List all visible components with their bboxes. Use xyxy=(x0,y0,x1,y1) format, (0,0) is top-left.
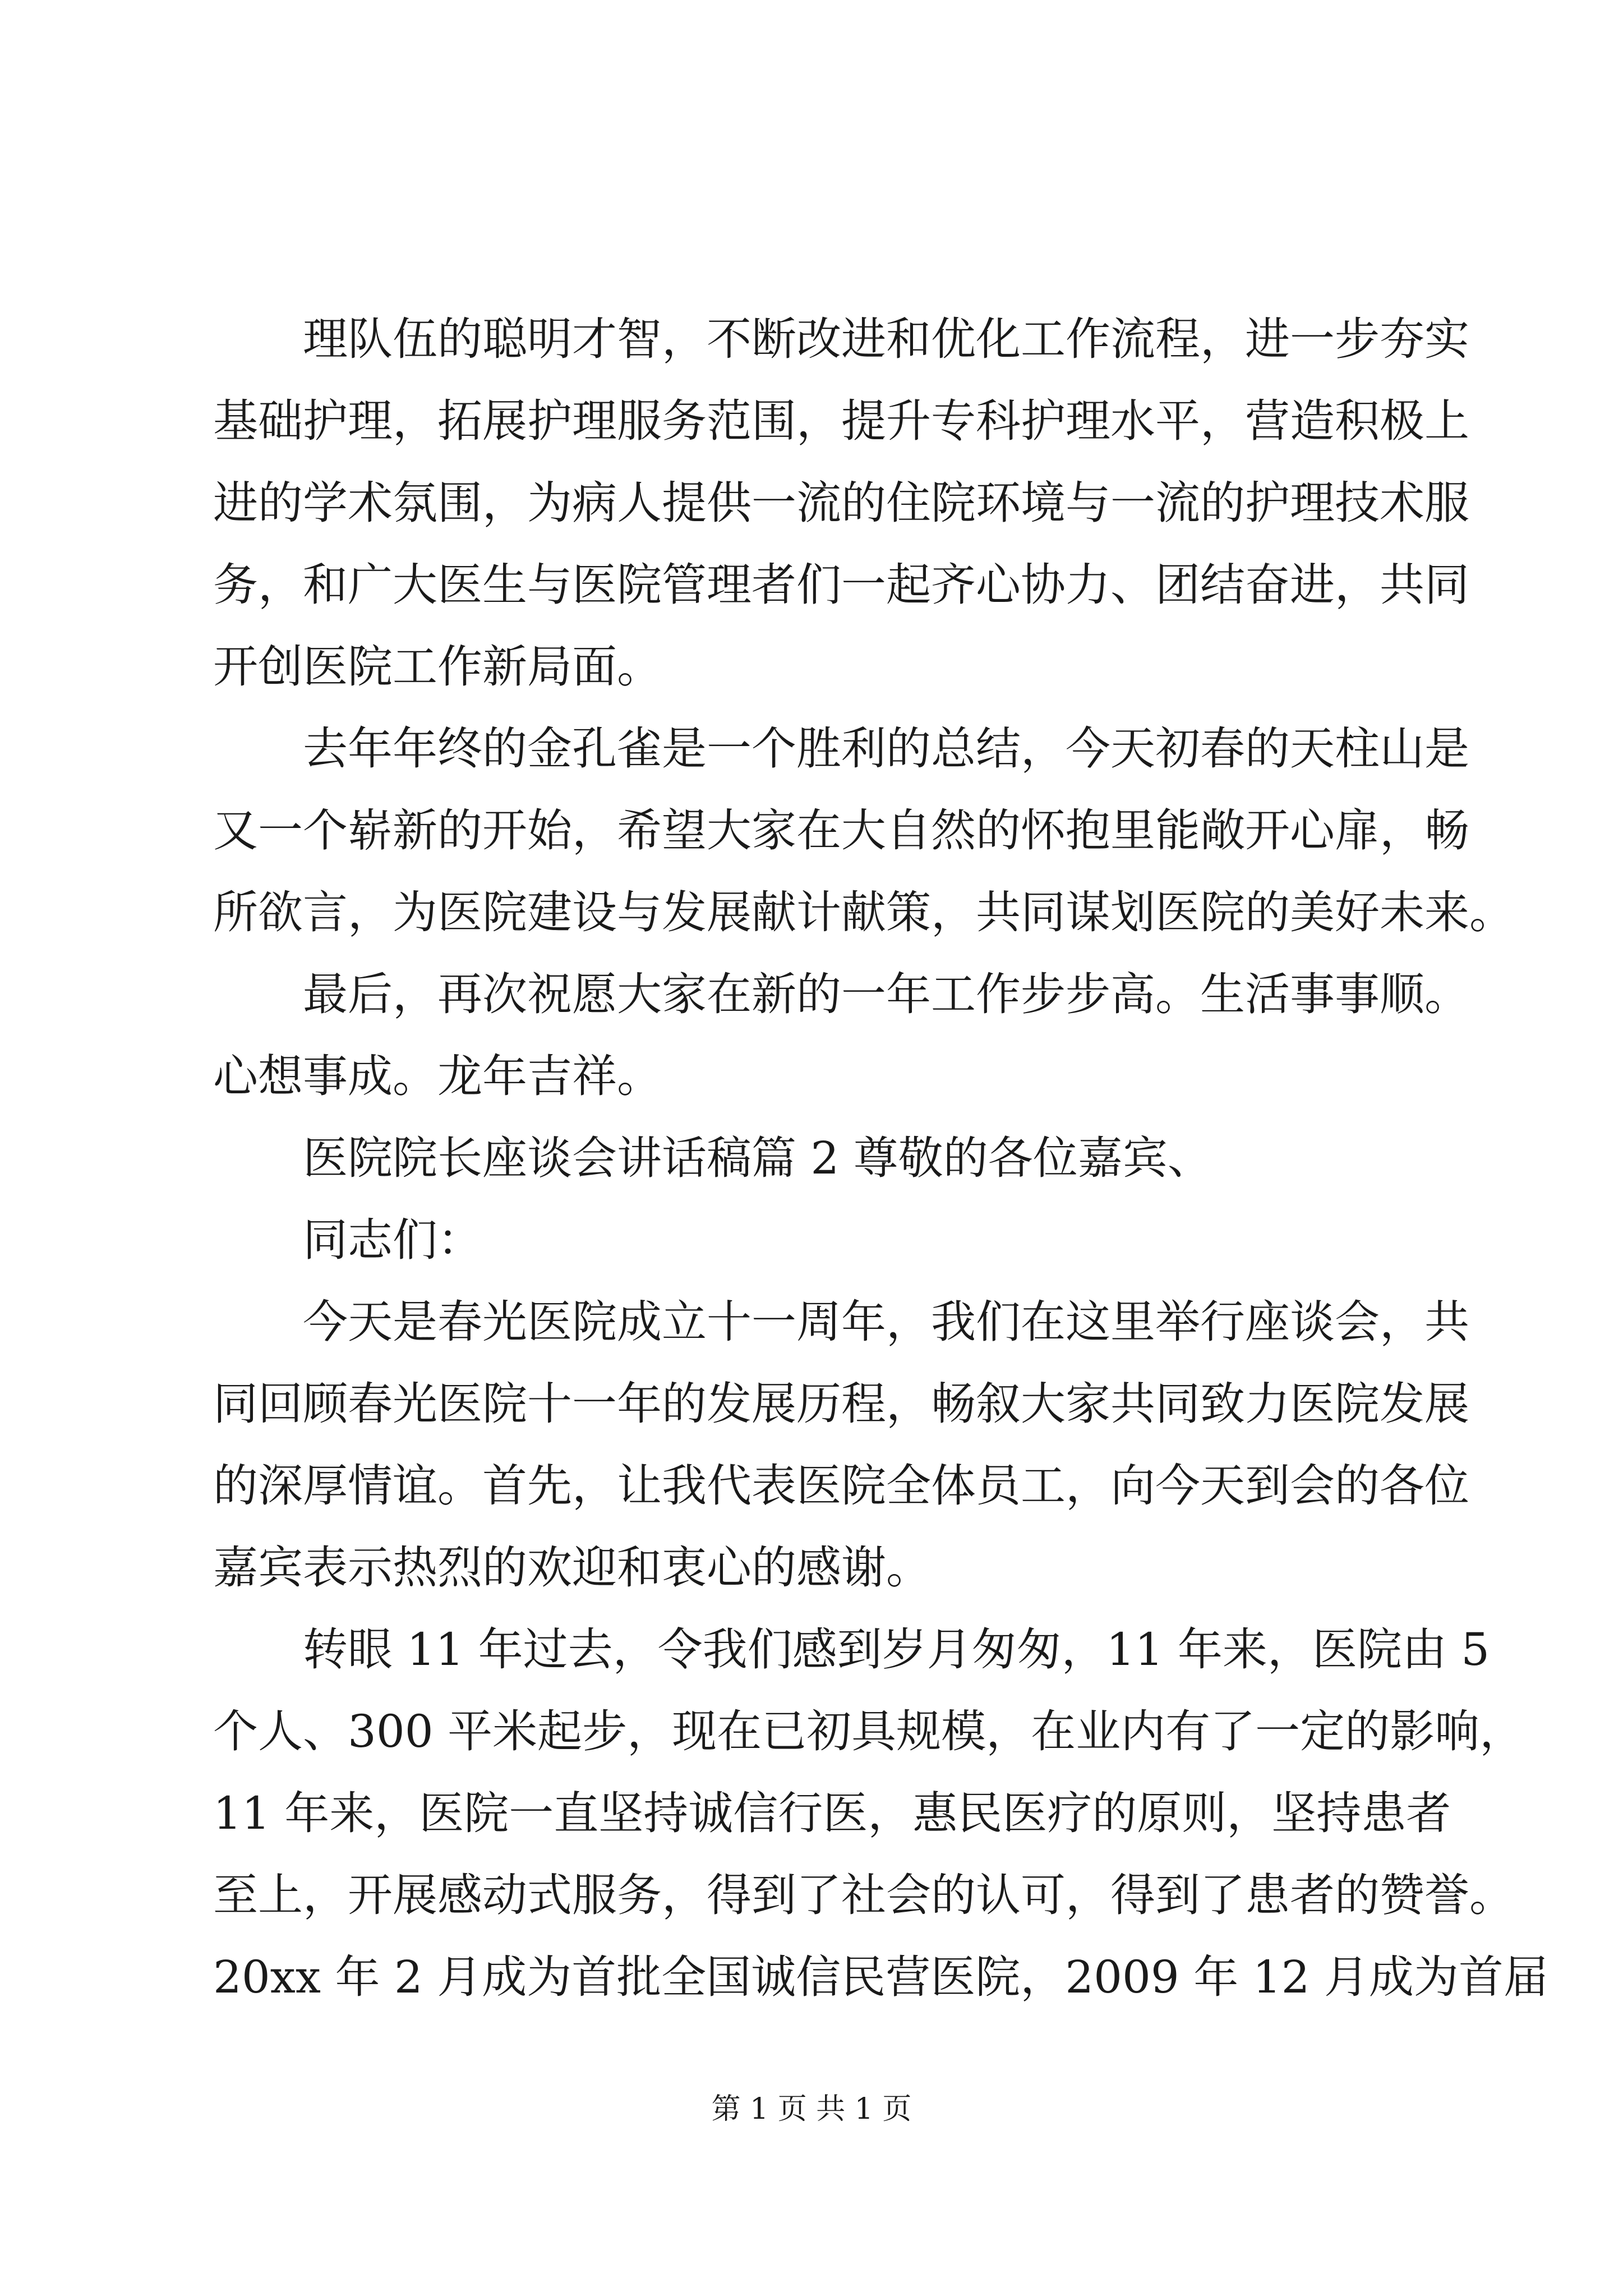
text-line: 最后，再次祝愿大家在新的一年工作步步高。生活事事顺。 xyxy=(303,968,1469,1020)
text-line: 务，和广大医生与医院管理者们一起齐心协力、团结奋进，共同 xyxy=(213,559,1469,611)
text-line: 理队伍的聪明才智，不断改进和优化工作流程，进一步夯实 xyxy=(303,313,1469,365)
page-footer: 第 1 页 共 1 页 xyxy=(711,2092,912,2126)
text-line: 个人、300 平米起步，现在已初具规模，在业内有了一定的影响， xyxy=(213,1705,1525,1757)
text-line: 嘉宾表示热烈的欢迎和衷心的感谢。 xyxy=(213,1542,931,1594)
text-line: 11 年来，医院一直坚持诚信行医，惠民医疗的原则，坚持患者 xyxy=(213,1787,1451,1839)
text-line: 心想事成。龙年吉祥。 xyxy=(213,1050,662,1102)
text-line: 20xx 年 2 月成为首批全国诚信民营医院，2009 年 12 月成为首届 xyxy=(213,1951,1548,2003)
section-heading: 医院院长座谈会讲话稿篇 2 尊敬的各位嘉宾、 xyxy=(303,1132,1212,1184)
text-line: 开创医院工作新局面。 xyxy=(213,641,662,693)
text-line: 去年年终的金孔雀是一个胜利的总结，今天初春的天柱山是 xyxy=(303,723,1469,775)
salutation: 同志们： xyxy=(303,1214,482,1266)
text-line: 又一个崭新的开始，希望大家在大自然的怀抱里能敞开心扉，畅 xyxy=(213,804,1469,857)
text-line: 所欲言，为医院建设与发展献计献策，共同谋划医院的美好未来。 xyxy=(213,886,1514,938)
text-line: 进的学术氛围，为病人提供一流的住院环境与一流的护理技术服 xyxy=(213,477,1469,529)
text-line: 至上，开展感动式服务，得到了社会的认可，得到了患者的赞誉。 xyxy=(213,1869,1514,1921)
text-line: 同回顾春光医院十一年的发展历程，畅叙大家共同致力医院发展 xyxy=(213,1378,1469,1430)
text-line: 转眼 11 年过去，令我们感到岁月匆匆，11 年来，医院由 5 xyxy=(303,1623,1490,1676)
text-line: 今天是春光医院成立十一周年，我们在这里举行座谈会，共 xyxy=(303,1296,1469,1348)
text-line: 的深厚情谊。首先，让我代表医院全体员工，向今天到会的各位 xyxy=(213,1460,1469,1512)
text-line: 基础护理，拓展护理服务范围，提升专科护理水平，营造积极上 xyxy=(213,395,1469,447)
